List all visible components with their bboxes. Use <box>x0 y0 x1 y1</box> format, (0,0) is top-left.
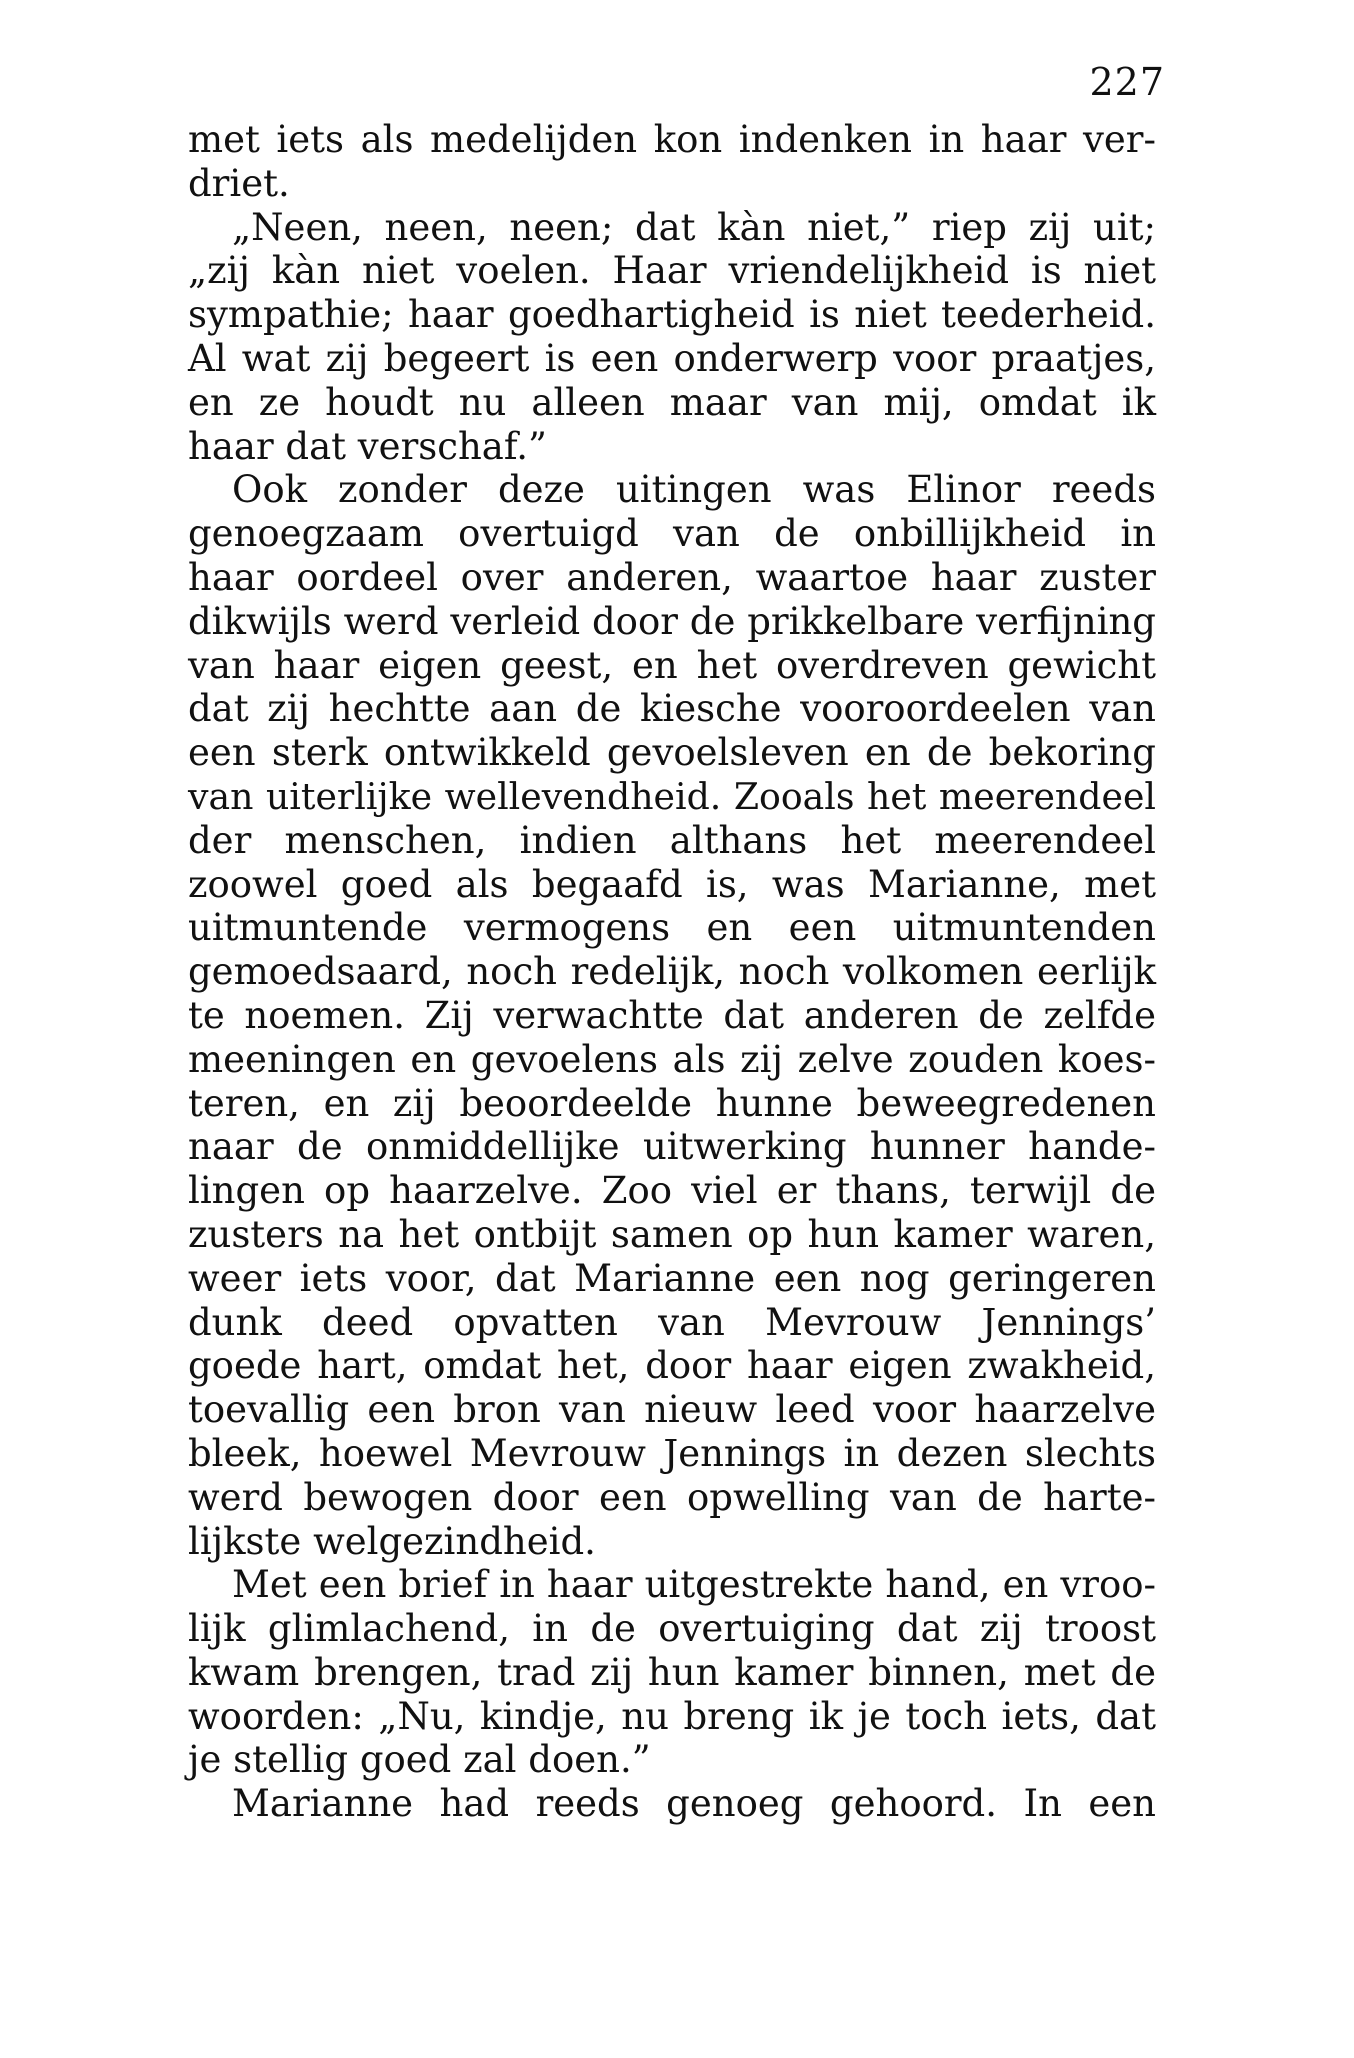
text-line: „Neen, neen, neen; dat kàn niet,” riep zij uit; <box>232 205 1156 249</box>
text-line: bleek, hoewel Mevrouw Jennings in dezen slechts <box>188 1431 1156 1475</box>
text-line: lijkste welgezindheid. <box>188 1519 596 1563</box>
text-line: van haar eigen geest, en het overdreven gewicht <box>188 643 1156 687</box>
text-line: dunk deed opvatten van Mevrouw Jennings’ <box>188 1300 1156 1344</box>
text-line: woorden: „Nu, kindje, nu breng ik je toch iets, dat <box>188 1694 1156 1738</box>
text-line: der menschen, indien althans het meerendeel <box>188 818 1156 862</box>
text-line: haar dat verschaf.” <box>188 424 547 468</box>
text-line: met iets als medelijden kon indenken in haar ver- <box>188 118 1156 161</box>
text-line: uitmuntende vermogens en een uitmuntenden <box>188 906 1156 950</box>
text-line: zoowel goed als begaafd is, was Marianne, met <box>188 862 1156 906</box>
text-line: kwam brengen, trad zij hun kamer binnen, met de <box>188 1650 1156 1694</box>
text-line: lijk glimlachend, in de overtuiging dat zij troost <box>188 1607 1156 1651</box>
text-line: Al wat zij begeert is een onderwerp voor praatjes, <box>188 336 1156 380</box>
page-number: 227 <box>1089 60 1165 104</box>
text-line: driet. <box>188 161 290 205</box>
body-text <box>188 118 1156 1826</box>
text-line: haar oordeel over anderen, waartoe haar zuster <box>188 555 1156 599</box>
text-line: lingen op haarzelve. Zoo viel er thans, terwijl de <box>188 1169 1156 1213</box>
text-line: een sterk ontwikkeld gevoelsleven en de bekoring <box>188 731 1156 775</box>
text-line: Met een brief in haar uitgestrekte hand, en vroo- <box>232 1563 1156 1607</box>
text-line: je stellig goed zal doen.” <box>188 1738 651 1782</box>
text-line: dat zij hechtte aan de kiesche vooroordeelen van <box>188 687 1156 731</box>
text-line: „zij kàn niet voelen. Haar vriendelijkheid is niet <box>188 249 1156 293</box>
text-line: meeningen en gevoelens als zij zelve zouden koes- <box>188 1037 1156 1081</box>
text-line: toevallig een bron van nieuw leed voor haarzelve <box>188 1388 1156 1432</box>
text-line: Marianne had reeds genoeg gehoord. In een <box>232 1782 1156 1826</box>
text-line: sympathie; haar goedhartigheid is niet teederheid. <box>188 293 1156 337</box>
text-line: Ook zonder deze uitingen was Elinor reeds <box>232 468 1156 512</box>
text-line: werd bewogen door een opwelling van de harte- <box>188 1475 1156 1519</box>
text-line: van uiterlijke wellevendheid. Zooals het meerendeel <box>188 774 1156 818</box>
text-line: dikwijls werd verleid door de prikkelbare verfijning <box>188 599 1156 643</box>
text-line: te noemen. Zij verwachtte dat anderen de zelfde <box>188 993 1156 1037</box>
text-line: gemoedsaard, noch redelijk, noch volkomen eerlijk <box>188 950 1156 994</box>
text-line: teren, en zij beoordeelde hunne beweegredenen <box>188 1081 1156 1125</box>
text-line: goede hart, omdat het, door haar eigen zwakheid, <box>188 1344 1156 1388</box>
text-line: zusters na het ontbijt samen op hun kamer waren, <box>188 1212 1156 1256</box>
text-line: genoegzaam overtuigd van de onbillijkheid in <box>188 512 1156 556</box>
text-line: weer iets voor, dat Marianne een nog geringeren <box>188 1256 1156 1300</box>
text-line: en ze houdt nu alleen maar van mij, omdat ik <box>188 380 1156 424</box>
text-line: naar de onmiddellijke uitwerking hunner hande- <box>188 1125 1156 1169</box>
